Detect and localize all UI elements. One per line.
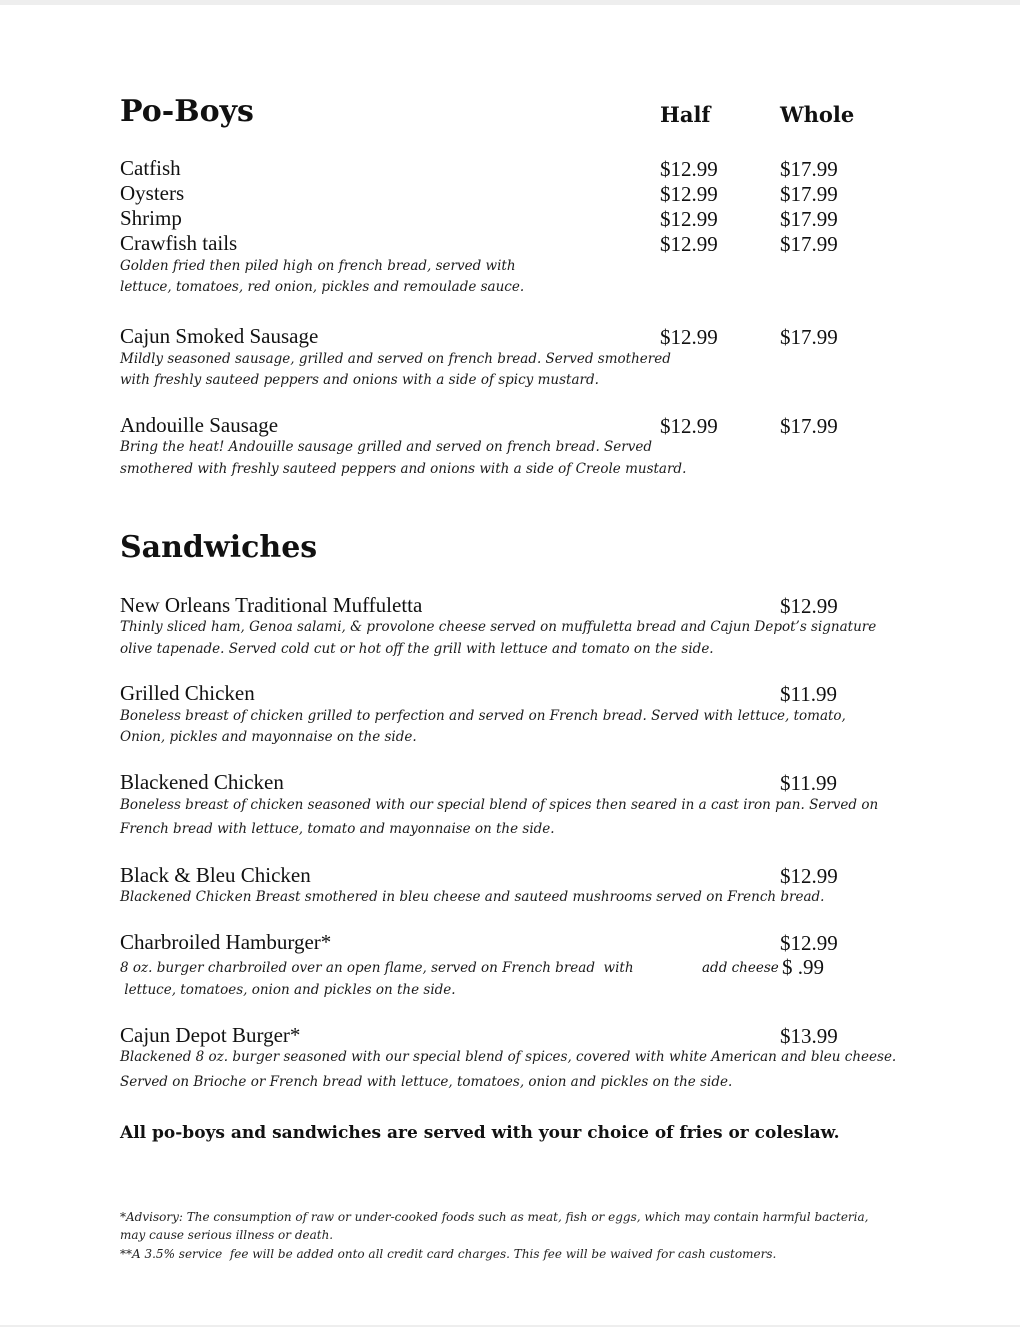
item-description: Golden fried then piled high on french bread, served with xyxy=(120,258,516,274)
sandwiches-title: Sandwiches xyxy=(120,530,318,565)
item-price: $12.99 xyxy=(780,594,838,618)
menu-item-name: Catfish xyxy=(120,156,181,180)
sides-note: All po-boys and sandwiches are served with your choice of fries or coleslaw. xyxy=(120,1123,840,1143)
item-description: French bread with lettuce, tomato and mayonnaise on the side. xyxy=(120,821,555,837)
advisory-footnote-cont: may cause serious illness or death. xyxy=(120,1228,334,1242)
top-border xyxy=(0,0,1020,5)
service-fee-footnote: **A 3.5% service fee will be added onto all credit card charges. This fee will be waived for cash customers. xyxy=(120,1247,777,1261)
menu-item-name: Black & Bleu Chicken xyxy=(120,863,311,887)
menu-item-name: Charbroiled Hamburger* xyxy=(120,930,332,954)
item-description: Boneless breast of chicken grilled to perfection and served on French bread. Served with lettuce, tomato, xyxy=(120,708,846,724)
whole-column-header: Whole xyxy=(780,102,855,127)
menu-item-name: Crawfish tails xyxy=(120,231,238,255)
half-price: $12.99 xyxy=(660,414,718,438)
item-price: $11.99 xyxy=(780,682,837,706)
half-price: $12.99 xyxy=(660,232,718,256)
whole-price: $17.99 xyxy=(780,157,838,181)
half-column-header: Half xyxy=(660,102,711,127)
addon-price: $ .99 xyxy=(782,955,824,979)
item-price: $12.99 xyxy=(780,864,838,888)
whole-price: $17.99 xyxy=(780,207,838,231)
whole-price: $17.99 xyxy=(780,325,838,349)
item-price: $13.99 xyxy=(780,1024,838,1048)
item-description: Thinly sliced ham, Genoa salami, & provolone cheese served on muffuletta bread and Cajun Depot’s signature xyxy=(120,619,877,635)
item-price: $12.99 xyxy=(780,931,838,955)
item-description: Boneless breast of chicken seasoned with our special blend of spices then seared in a cast iron pan. Served on xyxy=(120,797,879,813)
item-description: lettuce, tomatoes, red onion, pickles and remoulade sauce. xyxy=(120,279,525,295)
item-price: $11.99 xyxy=(780,771,837,795)
item-description: lettuce, tomatoes, onion and pickles on the side. xyxy=(120,982,456,998)
item-description: olive tapenade. Served cold cut or hot off the grill with lettuce and tomato on the side. xyxy=(120,641,714,657)
half-price: $12.99 xyxy=(660,325,718,349)
item-description: Mildly seasoned sausage, grilled and served on french bread. Served smothered xyxy=(120,351,671,367)
half-price: $12.99 xyxy=(660,207,718,231)
item-description: Onion, pickles and mayonnaise on the side. xyxy=(120,729,417,745)
menu-item-name: Cajun Smoked Sausage xyxy=(120,324,319,348)
half-price: $12.99 xyxy=(660,157,718,181)
whole-price: $17.99 xyxy=(780,232,838,256)
item-description: Blackened 8 oz. burger seasoned with our special blend of spices, covered with white American and bleu cheese. xyxy=(120,1049,897,1065)
item-description: Blackened Chicken Breast smothered in bleu cheese and sauteed mushrooms served on French bread. xyxy=(120,889,825,905)
item-description: with freshly sauteed peppers and onions with a side of spicy mustard. xyxy=(120,372,599,388)
whole-price: $17.99 xyxy=(780,414,838,438)
addon-label: add cheese xyxy=(702,960,779,976)
menu-item-name: Cajun Depot Burger* xyxy=(120,1023,301,1047)
menu-item-name: Andouille Sausage xyxy=(120,413,279,437)
menu-item-name: Shrimp xyxy=(120,206,182,230)
half-price: $12.99 xyxy=(660,182,718,206)
item-description: smothered with freshly sauteed peppers and onions with a side of Creole mustard. xyxy=(120,461,687,477)
advisory-footnote: *Advisory: The consumption of raw or under-cooked foods such as meat, fish or eggs, which may contain harmful bacteria, xyxy=(120,1210,869,1224)
menu-item-name: Grilled Chicken xyxy=(120,681,255,705)
item-description: Bring the heat! Andouille sausage grilled and served on french bread. Served xyxy=(120,439,652,455)
whole-price: $17.99 xyxy=(780,182,838,206)
menu-item-name: New Orleans Traditional Muffuletta xyxy=(120,593,423,617)
poboys-title: Po-Boys xyxy=(120,94,254,129)
item-description: Served on Brioche or French bread with lettuce, tomatoes, onion and pickles on the side. xyxy=(120,1074,733,1090)
item-description: 8 oz. burger charbroiled over an open flame, served on French bread with xyxy=(120,960,634,976)
menu-item-name: Blackened Chicken xyxy=(120,770,284,794)
menu-item-name: Oysters xyxy=(120,181,185,205)
